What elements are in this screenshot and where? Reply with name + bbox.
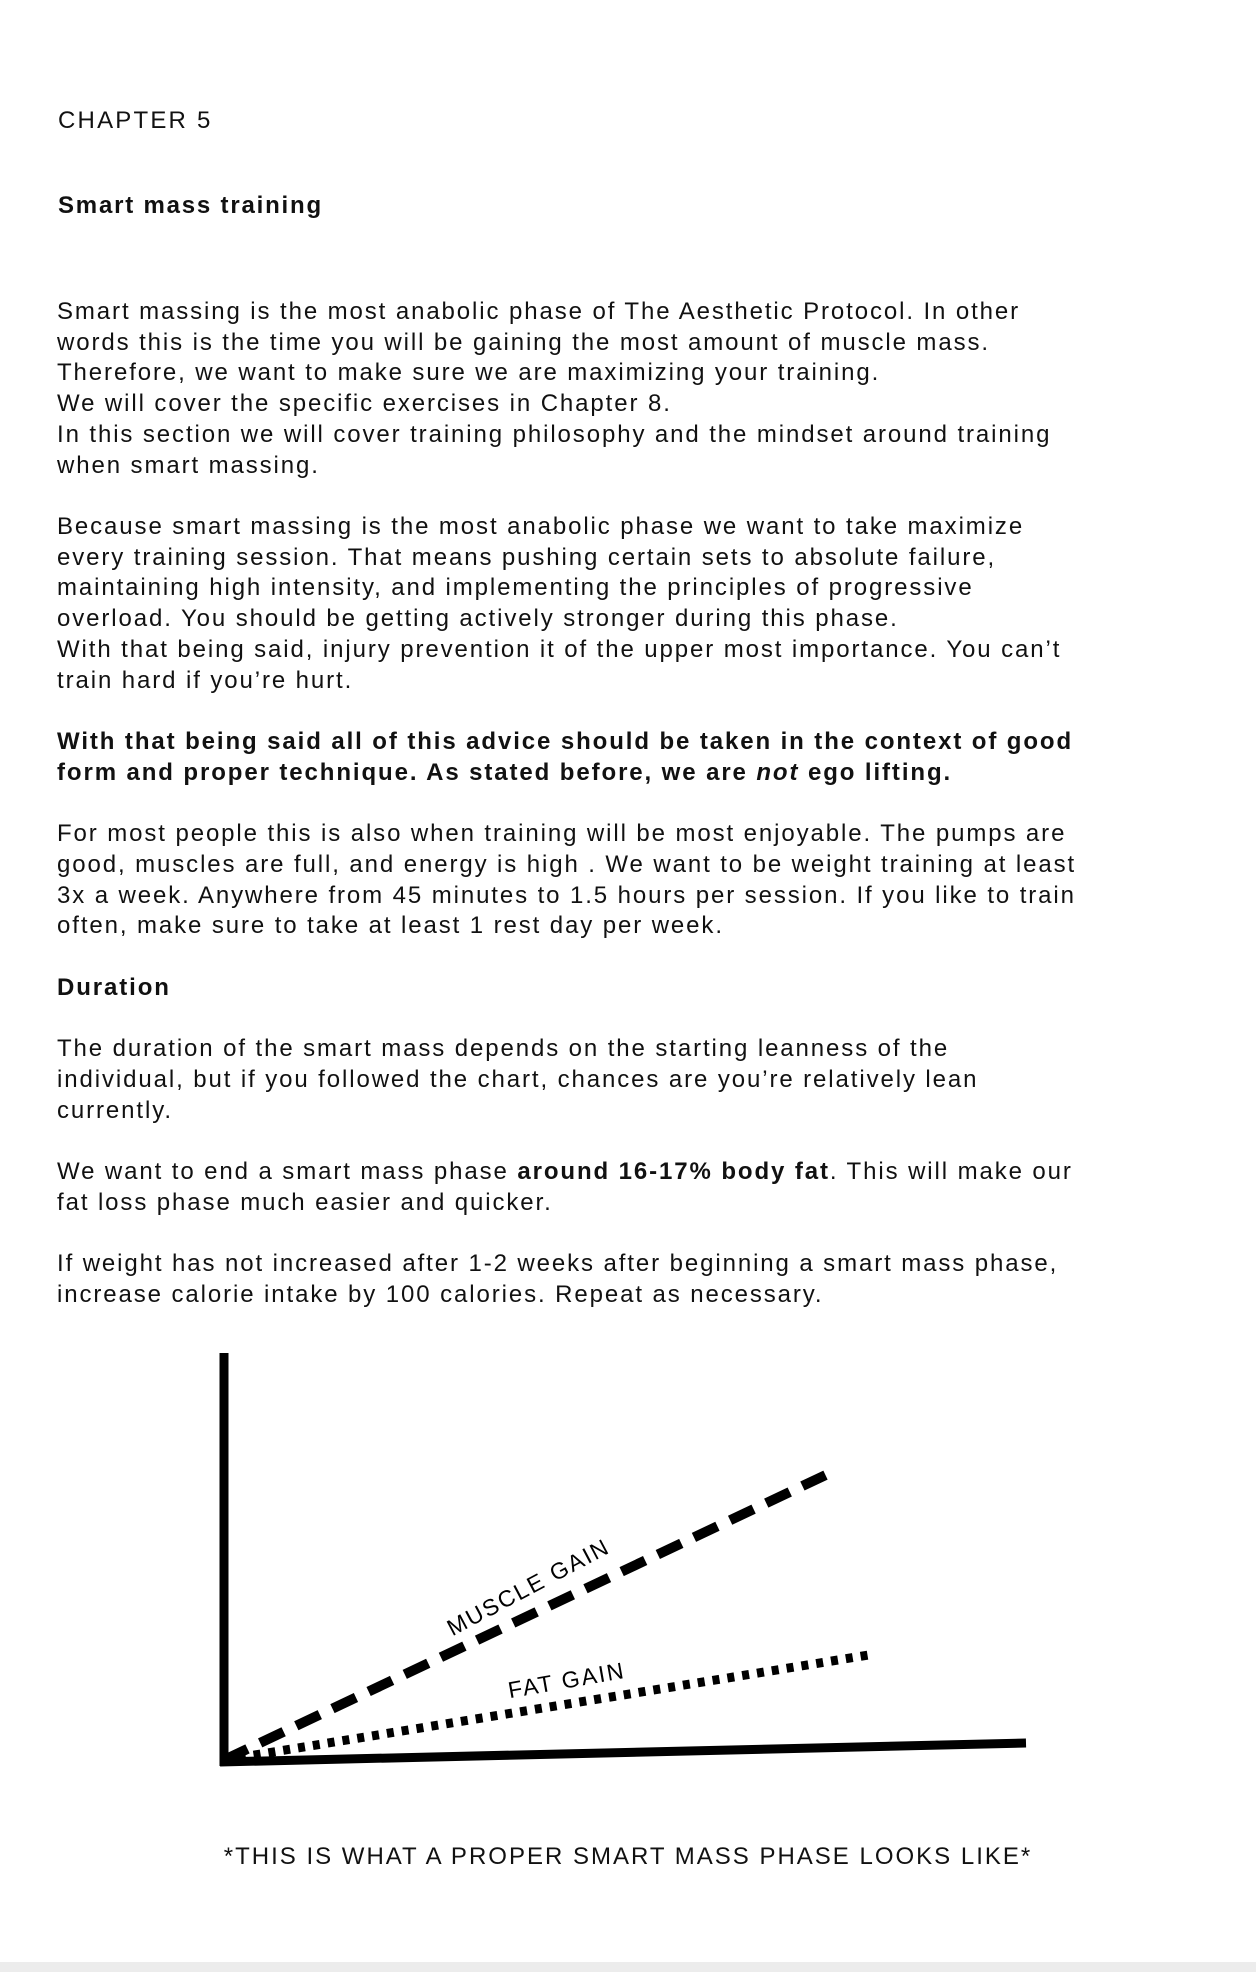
- text-span: increase calorie intake by 100 calories. Repeat as necessary.: [57, 1281, 824, 1308]
- page-bottom-edge: [0, 1962, 1256, 1972]
- text-span: train hard if you’re hurt.: [57, 666, 354, 694]
- text-span: maintaining high intensity, and implementing the principles of progressive: [57, 574, 974, 602]
- text-span: With that being said, injury prevention it of the upper most importance. You can’t: [57, 635, 1062, 663]
- text-span: If weight has not increased after 1-2 weeks after beginning a smart mass phase,: [57, 1250, 1059, 1278]
- text-span: 3x a week. Anywhere from 45 minutes to 1.5 hours per session. If you like to train: [57, 881, 1076, 909]
- text-span: In this section we will cover training philosophy and the mindset around training: [57, 420, 1052, 448]
- chart-caption: *THIS IS WHAT A PROPER SMART MASS PHASE LOOKS LIKE*: [223, 1843, 1033, 1870]
- chapter-label: CHAPTER 5: [58, 107, 213, 134]
- section-title: Smart mass training: [58, 192, 323, 219]
- text-span: often, make sure to take at least 1 rest day per week.: [57, 912, 724, 940]
- muscle-gain-line: [224, 1475, 826, 1760]
- text-span: . This will make our: [829, 1158, 1073, 1186]
- bold-text: With that being said all of this advice should be taken in the context of good: [57, 728, 1074, 756]
- text-span: fat loss phase much easier and quicker.: [57, 1188, 553, 1216]
- text-span: words this is the time you will be gaining the most amount of muscle mass.: [57, 328, 990, 356]
- text-span: when smart massing.: [57, 451, 320, 479]
- muscle-gain-label: MUSCLE GAIN: [442, 1533, 615, 1641]
- text-span: individual, but if you followed the chart, chances are you’re relatively lean: [57, 1065, 979, 1093]
- text-span: The duration of the smart mass depends on the starting leanness of the: [57, 1035, 950, 1063]
- bold-text: not: [756, 758, 800, 786]
- text-span: overload. You should be getting actively stronger during this phase.: [57, 605, 899, 633]
- text-span: For most people this is also when training will be most enjoyable. The pumps are: [57, 820, 1067, 848]
- text-span: currently.: [57, 1096, 173, 1124]
- bold-text: around 16-17% body fat: [517, 1158, 830, 1186]
- text-span: Because smart massing is the most anabolic phase we want to take maximize: [57, 513, 1025, 541]
- text-span: every training session. That means pushing certain sets to absolute failure,: [57, 543, 997, 571]
- text-span: We want to end a smart mass phase: [57, 1158, 518, 1186]
- text-span: We will cover the specific exercises in Chapter 8.: [57, 390, 672, 418]
- fat-gain-label: FAT GAIN: [505, 1657, 628, 1704]
- text-span: Smart massing is the most anabolic phase of The Aesthetic Protocol. In other: [57, 298, 1021, 325]
- bold-text: ego lifting.: [799, 758, 953, 786]
- bold-text: form and proper technique. As stated before, we are: [57, 758, 757, 786]
- bold-text: Duration: [57, 973, 171, 1001]
- text-span: Therefore, we want to make sure we are maximizing your training.: [57, 359, 881, 387]
- x-axis: [220, 1743, 1026, 1762]
- text-span: good, muscles are full, and energy is high . We want to be weight training at least: [57, 850, 1077, 878]
